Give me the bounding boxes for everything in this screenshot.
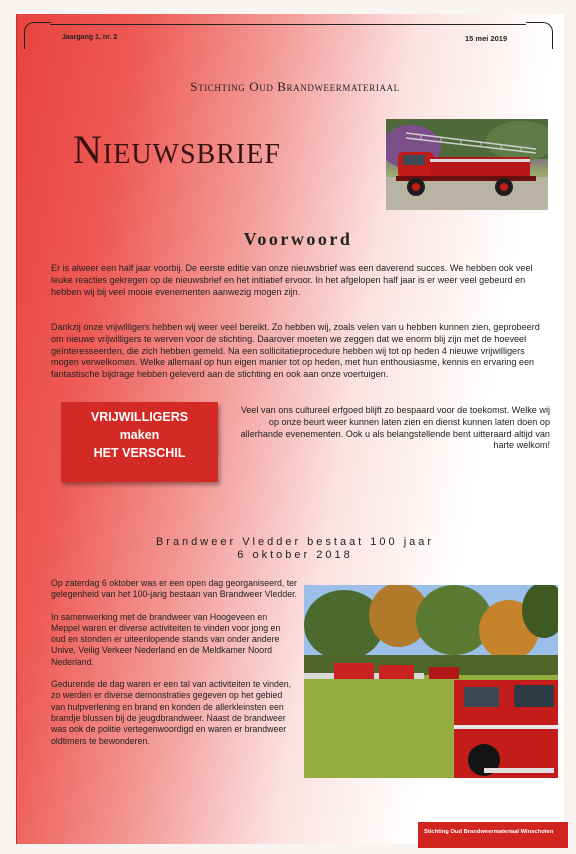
article-paragraph-2: In samenwerking met de brandweer van Hoogeveen en Meppel waren er diverse activiteiten te vinden voor jong en oud en stonden er uiteenlopende stands van onder andere Unive, Veilig Verkeer Nederland en de Meldkamer Noord Nederland. — [51, 611, 281, 667]
frame-corner-top-right — [526, 22, 553, 49]
article-paragraph-3: Gedurende de dag waren er een tal van activiteiten te vinden, zo werden er diverse demonstraties gegeven op het gebied van hulpverlening en brand en konden de allerkleinsten een brandje blussen bij de jeugdbrandweer. Naast de brandweer was ook de politie vertegenwoordigd en waren er brandweer oldtimers te bewonderen. — [51, 679, 292, 746]
organization-name: Stichting Oud Brandweermateriaal — [190, 79, 400, 94]
voorwoord-paragraph-3: Veel van ons cultureel erfgoed blijft zo bespaard voor de toekomst. Welke wij op onze beurt weer kunnen laten zien en dienst kunnen laten doen op allerhande evenementen. Ook u als belangstellende bent uitteraard altijd van harte welkom! — [240, 405, 550, 451]
frame-corner-top-left — [24, 22, 51, 49]
callout-line-1: VRIJWILLIGERS — [90, 410, 189, 424]
callout-line-3: HET VERSCHIL — [93, 446, 186, 460]
callout-line-2: maken — [119, 428, 160, 442]
footer-banner — [418, 822, 568, 848]
newsletter-title: Nieuwsbrief — [73, 127, 281, 172]
section-heading-line-2: 6 oktober 2018 — [237, 549, 353, 561]
section-heading — [60, 536, 530, 562]
article-paragraph-1: Op zaterdag 6 oktober was er een open dag georganiseerd, ter gelegenheid van het 100-jarig bestaan van Brandweer Vledder. — [51, 578, 297, 600]
vledder-article — [51, 578, 297, 747]
header-rule — [50, 24, 526, 25]
voorwoord-paragraph-2: Dankzij onze vrijwilligers hebben wij weer veel bereikt. Zo hebben wij, zoals velen van u hebben kunnen zien, geprobeerd om nieuwe vrijwilligers te werven voor de stichting. Daarover moeten we zeggen dat we enorm blij zijn met de hoeveel geïnteresseerden, die zich hebben gemeld. Na een sollicitatieprocedure hebben wij tot op heden 4 nieuwe vrijwilligers mogen verwelkomen. Welke allemaal op hun eigen manier tot op heden, met hun enthousiasme, kennis en ervaring een fantastische bijdrage hebben geleverd aan de stichting en ook aan onze voertuigen. — [51, 322, 540, 380]
voorwoord-paragraph-1: Er is alweer een half jaar voorbij. De eerste editie van onze nieuwsbrief was een daverend succes. We hebben ook veel leuke reacties gekregen op de nieuwsbrief en het initiatief ervoor. In het afgelopen half jaar is er weer veel gebeurd en hebben wij bij veel mooie evenementen aanwezig mogen zijn. — [51, 263, 533, 297]
ladder-truck-photo — [386, 119, 548, 210]
section-heading-line-1: Brandweer Vledder bestaat 100 jaar — [155, 536, 435, 548]
voorwoord-heading: Voorwoord — [243, 229, 353, 249]
open-day-photo — [304, 585, 558, 778]
volunteers-callout — [61, 402, 218, 482]
edition-label: Jaargang 1, nr. 2 — [62, 34, 118, 41]
issue-date: 15 mei 2019 — [465, 34, 508, 43]
footer-text: Stichting Oud Brandweermateriaal Winschoten — [424, 829, 554, 835]
